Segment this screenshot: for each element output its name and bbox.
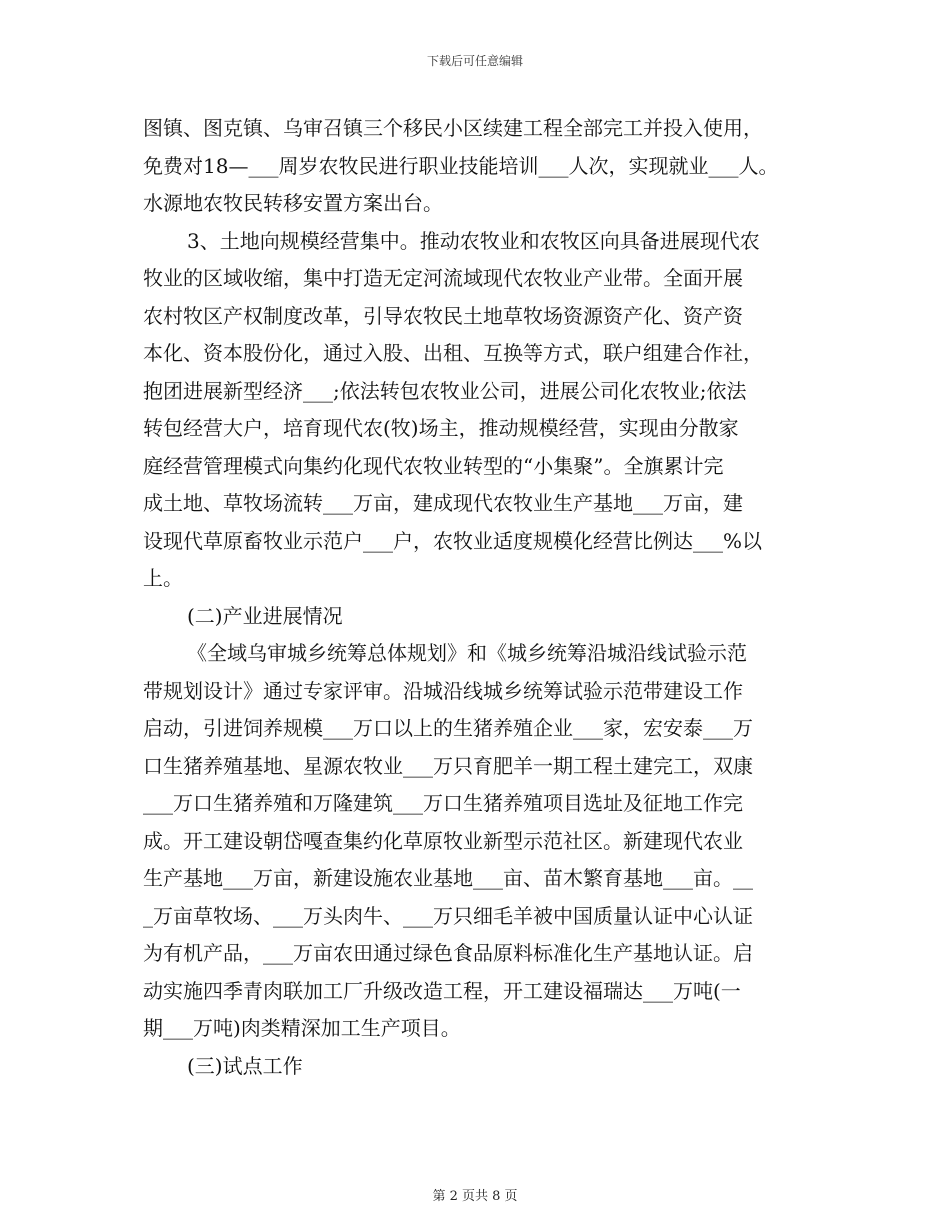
text-line: 成。开工建设朝岱嘎查集约化草原牧业新型示范社区。新建现代农业 bbox=[143, 828, 743, 853]
page-footer: 第 2 页共 8 页 bbox=[432, 1189, 518, 1204]
text-line: (三)试点工作 bbox=[187, 1053, 303, 1078]
text-line: 农村牧区产权制度改革，引导农牧民土地草牧场资源资产化、资产资 bbox=[143, 303, 743, 328]
text-line: 抱团进展新型经济___;依法转包农牧业公司，进展公司化农牧业;依法 bbox=[143, 378, 747, 403]
text-line: 生产基地___万亩，新建设施农业基地___亩、苗木繁育基地___亩。__ bbox=[143, 866, 753, 890]
text-line: 图镇、图克镇、乌审召镇三个移民小区续建工程全部完工并投入使用， bbox=[143, 116, 763, 140]
text-line: 带规划设计》通过专家评审。沿城沿线城乡统筹试验示范带建设工作 bbox=[143, 678, 743, 703]
text-line: 口生猪养殖基地、星源农牧业___万只育肥羊一期工程土建完工，双康 bbox=[143, 753, 753, 778]
text-line: 免费对18—___周岁农牧民进行职业技能培训___人次，实现就业___人。 bbox=[143, 153, 779, 178]
text-line: 水源地农牧民转移安置方案出台。 bbox=[143, 191, 443, 215]
document-body bbox=[143, 110, 823, 1085]
text-line: 3、土地向规模经营集中。推动农牧业和农牧区向具备进展现代农 bbox=[187, 228, 760, 253]
text-line: ___万口生猪养殖和万隆建筑___万口生猪养殖项目选址及征地工作完 bbox=[143, 791, 743, 815]
page-header: 下载后可任意编辑 bbox=[426, 54, 523, 68]
text-line: 成土地、草牧场流转___万亩，建成现代农牧业生产基地___万亩，建 bbox=[143, 491, 743, 515]
text-line: 期___万吨)肉类精深加工生产项目。 bbox=[143, 1016, 461, 1040]
text-line: 上。 bbox=[143, 566, 183, 590]
text-line: (二)产业进展情况 bbox=[187, 603, 343, 628]
text-line: 动实施四季青肉联加工厂升级改造工程，开工建设福瑞达___万吨(一 bbox=[143, 978, 741, 1003]
text-line: 牧业的区域收缩，集中打造无定河流域现代农牧业产业带。全面开展 bbox=[143, 266, 743, 290]
text-line: _万亩草牧场、___万头肉牛、___万只细毛羊被中国质量认证中心认证 bbox=[143, 903, 753, 928]
text-line: 本化、资本股份化，通过入股、出租、互换等方式，联户组建合作社， bbox=[143, 341, 763, 365]
text-line: 为有机产品，___万亩农田通过绿色食品原料标准化生产基地认证。启 bbox=[143, 941, 753, 965]
text-line: 启动，引进饲养规模___万口以上的生猪养殖企业___家，宏安泰___万 bbox=[143, 716, 753, 740]
text-line: 转包经营大户，培育现代农(牧)场主，推动规模经营，实现由分散家 bbox=[143, 416, 739, 440]
text-line: 《全域乌审城乡统筹总体规划》和《城乡统筹沿城沿线试验示范 bbox=[187, 641, 747, 665]
text-line: 庭经营管理模式向集约化现代农牧业转型的“小集聚”。全旗累计完 bbox=[143, 453, 724, 478]
text-line: 设现代草原畜牧业示范户___户，农牧业适度规模化经营比例达___%以 bbox=[143, 528, 763, 553]
